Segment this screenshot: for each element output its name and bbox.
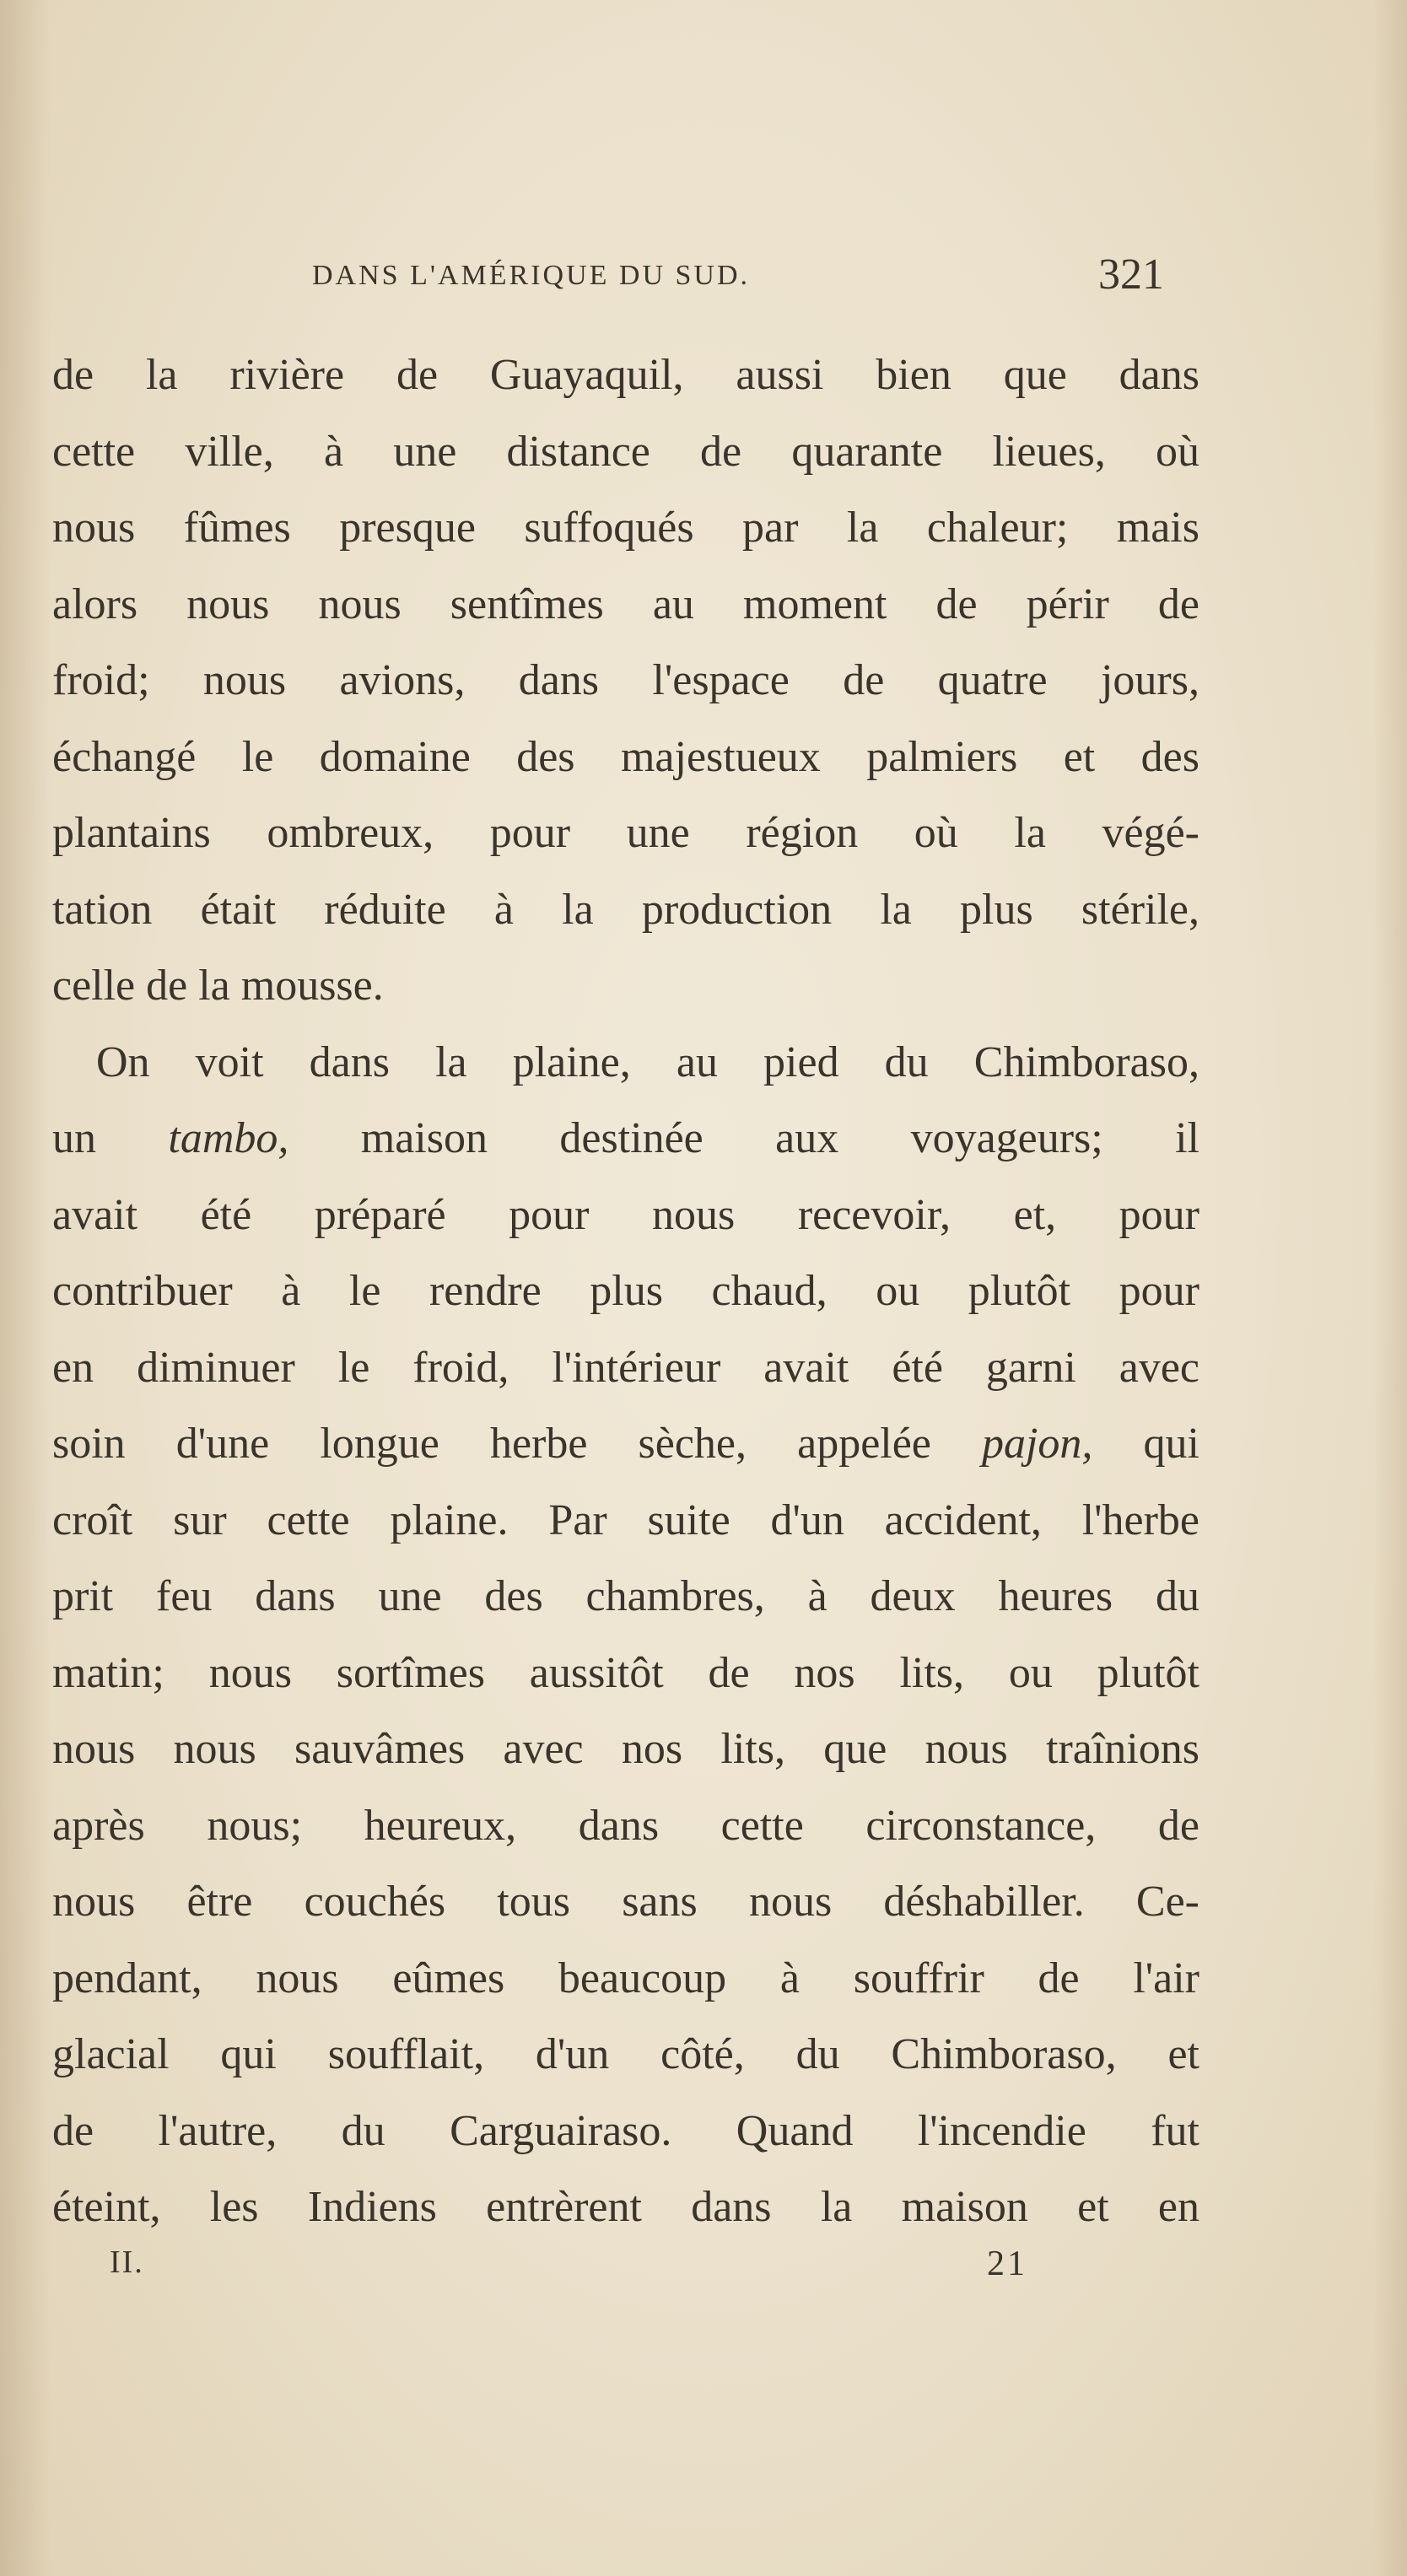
text-fragment: maison destinée aux voyageurs; il bbox=[288, 1114, 1200, 1162]
text-fragment: soin d'une longue herbe sèche, appelée bbox=[52, 1420, 982, 1468]
text-line: croît sur cette plaine. Par suite d'un accident, l'herbe bbox=[52, 1495, 1199, 1544]
body-text bbox=[52, 337, 1199, 2246]
text-fragment: un bbox=[52, 1114, 169, 1162]
text-line: tation était réduite à la production la plus stérile, bbox=[52, 885, 1199, 934]
text-line bbox=[52, 1406, 1199, 1483]
page-header bbox=[312, 251, 1198, 310]
text-line: de la rivière de Guayaquil, aussi bien que dans bbox=[52, 351, 1199, 399]
volume-mark: II. bbox=[110, 2245, 144, 2280]
text-line: de l'autre, du Carguairaso. Quand l'incendie fut bbox=[52, 2106, 1199, 2155]
text-line: matin; nous sortîmes aussitôt de nos lits, ou plutôt bbox=[52, 1648, 1199, 1697]
page-number: 321 bbox=[1098, 251, 1164, 299]
text-line bbox=[52, 1101, 1199, 1178]
text-fragment: qui bbox=[1092, 1420, 1199, 1468]
text-line: contribuer à le rendre plus chaud, ou plutôt pour bbox=[52, 1267, 1199, 1315]
text-line: en diminuer le froid, l'intérieur avait été garni avec bbox=[52, 1343, 1199, 1392]
text-line: nous être couchés tous sans nous déshabiller. Ce- bbox=[52, 1878, 1199, 1926]
text-line: froid; nous avions, dans l'espace de quatre jours, bbox=[52, 656, 1199, 704]
text-line: nous fûmes presque suffoqués par la chaleur; mais bbox=[52, 504, 1199, 552]
signature-mark: 21 bbox=[987, 2245, 1027, 2283]
text-line: échangé le domaine des majestueux palmiers et des bbox=[52, 732, 1199, 781]
text-line: alors nous nous sentîmes au moment de périr de bbox=[52, 579, 1199, 628]
text-line: éteint, les Indiens entrèrent dans la maison et en bbox=[52, 2183, 1199, 2231]
text-line: glacial qui soufflait, d'un côté, du Chimboraso, et bbox=[52, 2030, 1199, 2078]
text-line: après nous; heureux, dans cette circonstance, de bbox=[52, 1801, 1199, 1850]
text-line: prit feu dans une des chambres, à deux heures du bbox=[52, 1572, 1199, 1620]
page-footer bbox=[110, 2244, 1038, 2294]
text-line: celle de la mousse. bbox=[52, 962, 384, 1010]
text-line: plantains ombreux, pour une région où la végé- bbox=[52, 809, 1199, 857]
text-line: On voit dans la plaine, au pied du Chimboraso, bbox=[96, 1037, 1199, 1086]
italic-term: pajon, bbox=[981, 1420, 1093, 1468]
right-edge-shade bbox=[1373, 0, 1407, 2576]
running-head: DANS L'AMÉRIQUE DU SUD. bbox=[312, 260, 751, 291]
text-line: pendant, nous eûmes beaucoup à souffrir de l'air bbox=[52, 1954, 1199, 2002]
text-line: avait été préparé pour nous recevoir, et, pour bbox=[52, 1190, 1199, 1239]
text-line: nous nous sauvâmes avec nos lits, que nous traînions bbox=[52, 1725, 1199, 1773]
italic-term: tambo, bbox=[168, 1114, 289, 1162]
left-edge-shade bbox=[0, 0, 51, 2576]
text-line: cette ville, à une distance de quarante lieues, où bbox=[52, 427, 1199, 476]
